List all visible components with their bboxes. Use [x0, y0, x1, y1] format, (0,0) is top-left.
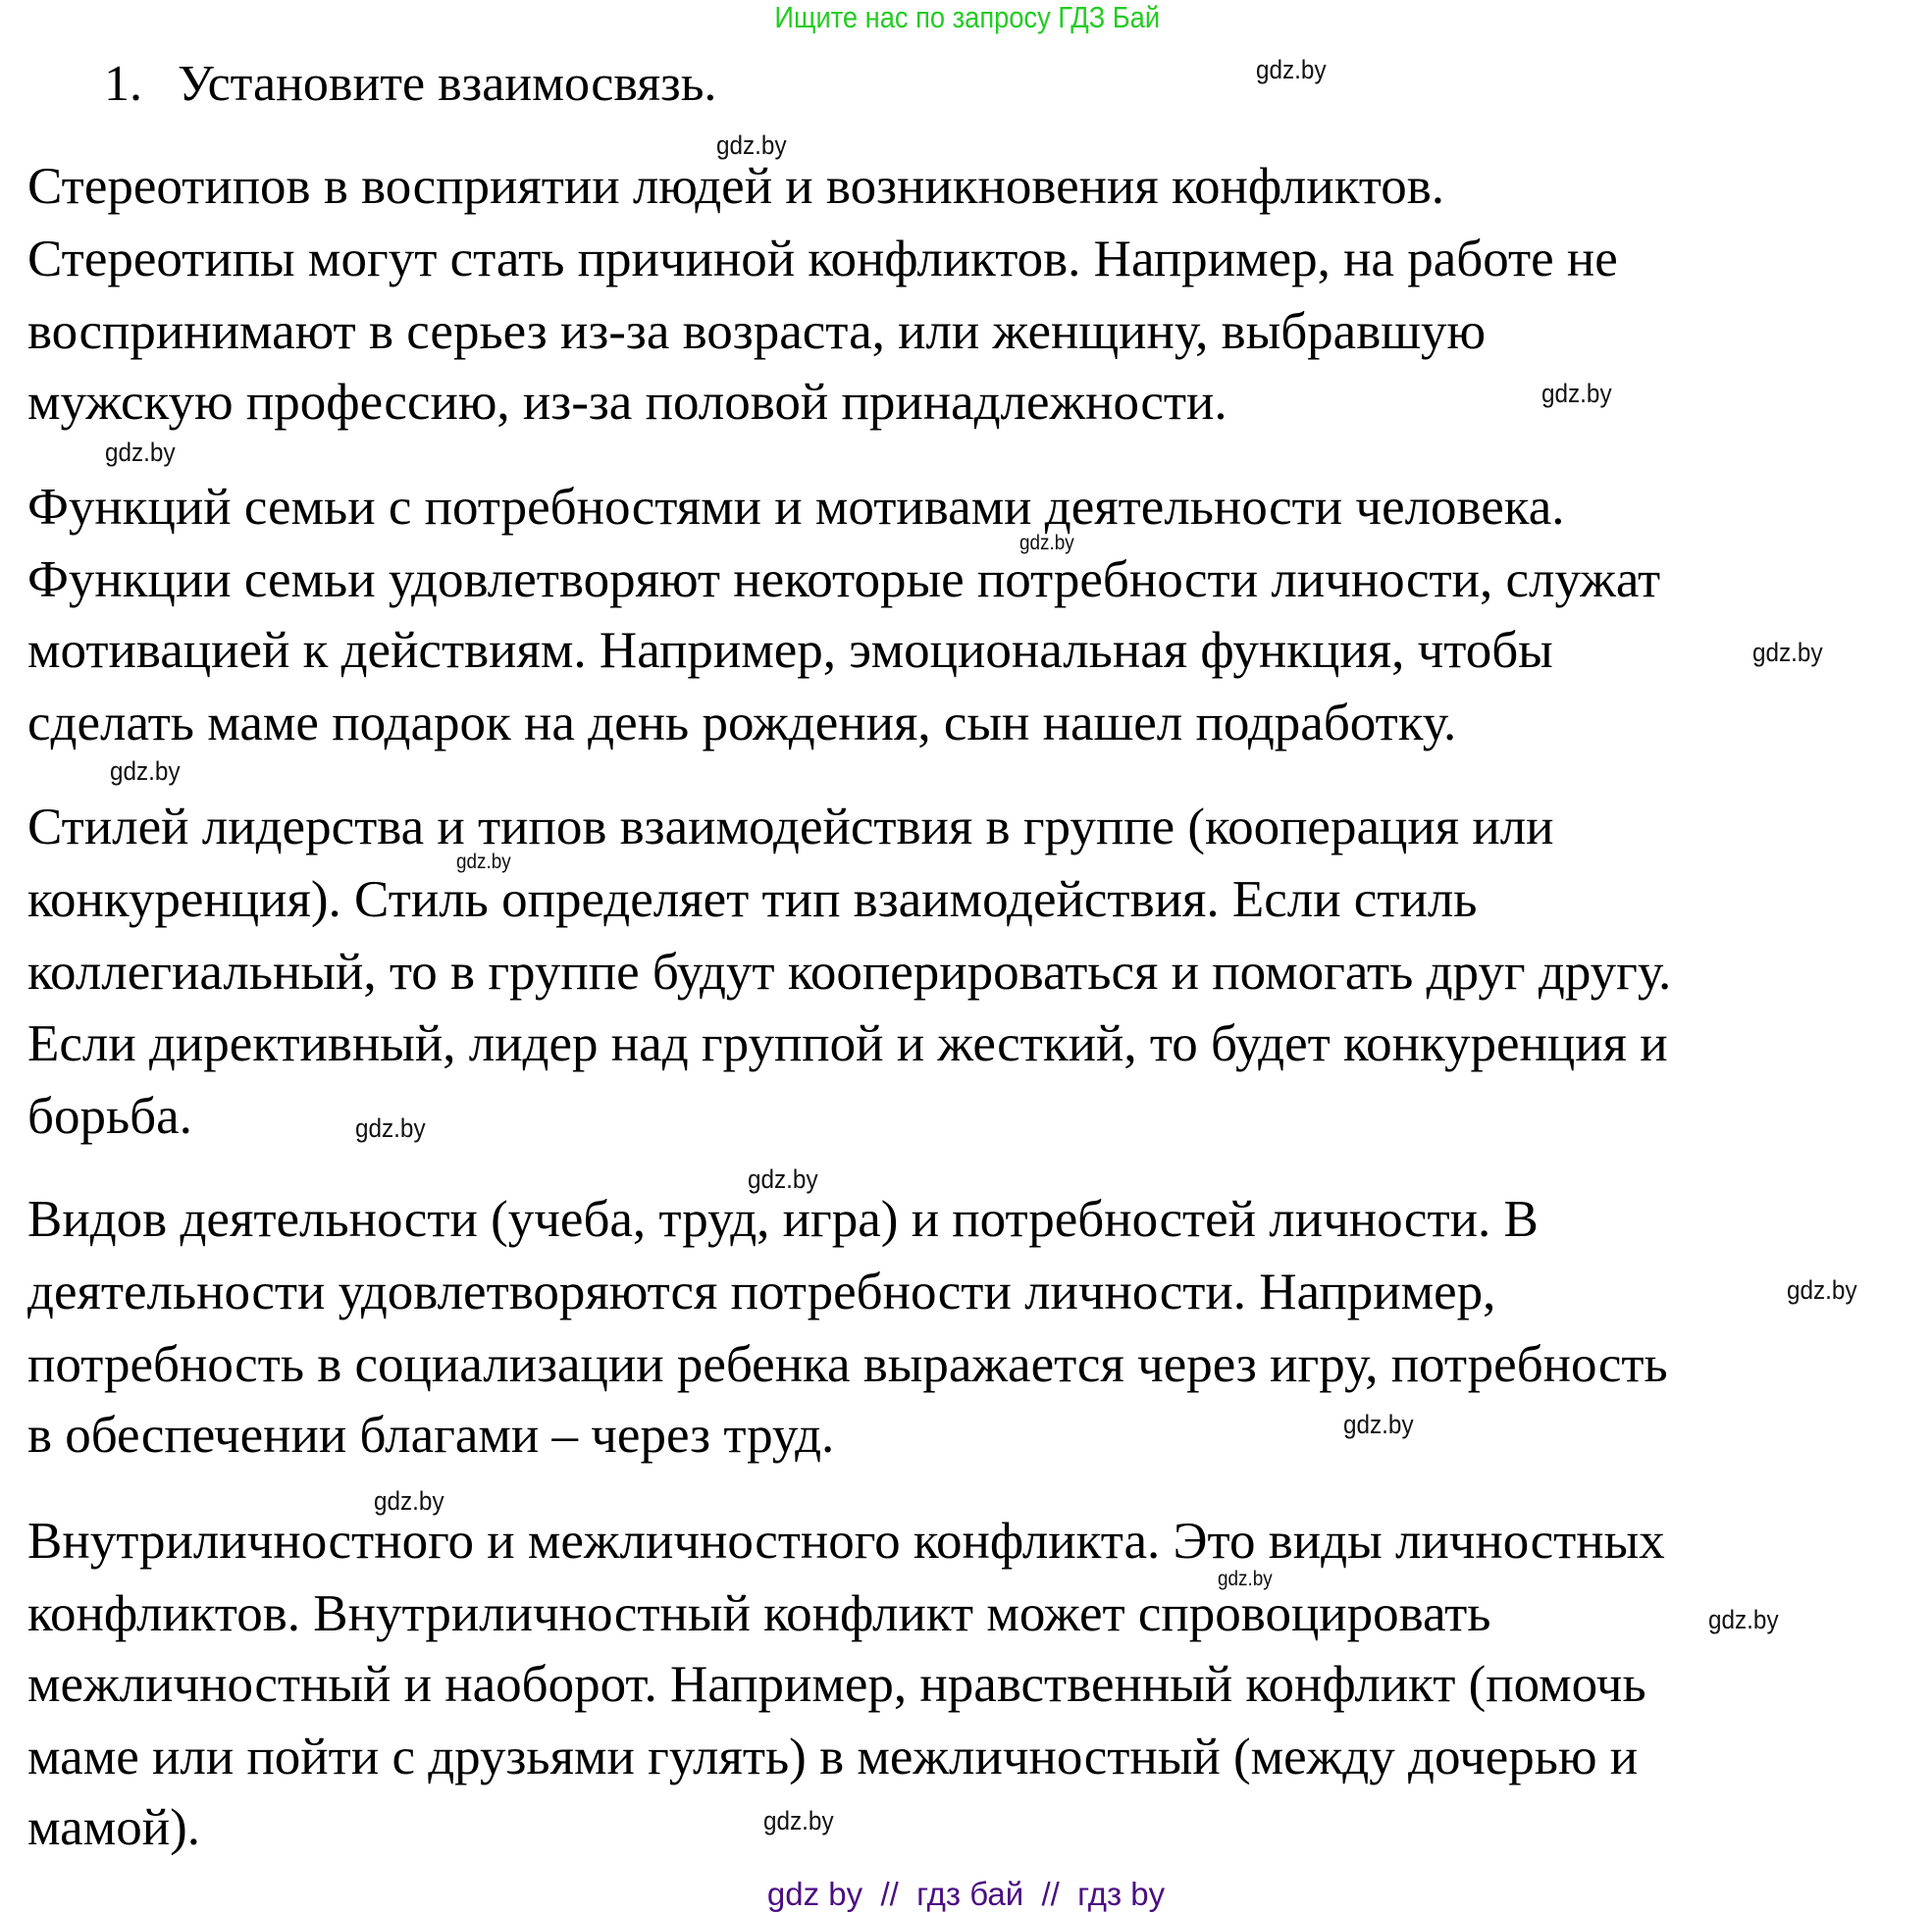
watermark: gdz.by	[355, 1113, 426, 1143]
task-number: 1.	[104, 56, 142, 112]
paragraph-line: борьба.	[27, 1088, 192, 1145]
watermark: gdz.by	[748, 1164, 818, 1194]
watermark: gdz.by	[1752, 638, 1823, 667]
paragraph-line: конкуренция). Стиль определяет тип взаимодействия. Если стиль	[27, 871, 1478, 928]
paragraph-line: Функции семьи удовлетворяют некоторые потребности личности, служат	[27, 551, 1661, 608]
watermark: gdz.by	[1256, 55, 1327, 84]
watermark: gdz.by	[1218, 1568, 1273, 1590]
paragraph-line: Видов деятельности (учеба, труд, игра) и потребностей личности. В	[27, 1191, 1539, 1248]
watermark: gdz.by	[456, 851, 511, 873]
paragraph-line: Внутриличностного и межличностного конфликта. Это виды личностных	[27, 1513, 1665, 1570]
watermark: gdz.by	[1708, 1605, 1779, 1634]
watermark: gdz.by	[374, 1486, 444, 1516]
footer-banner: gdz by // гдз бай // гдз by	[766, 1876, 1166, 1912]
task-title: Установите взаимосвязь.	[178, 56, 717, 112]
paragraph-line: Стилей лидерства и типов взаимодействия в группе (кооперация или	[27, 799, 1554, 855]
paragraph-line: в обеспечении благами – через труд.	[27, 1407, 835, 1464]
paragraph-line: маме или пойти с друзьями гулять) в межличностный (между дочерью и	[27, 1729, 1639, 1785]
watermark: gdz.by	[1541, 379, 1612, 408]
watermark: gdz.by	[716, 130, 787, 160]
task-heading	[104, 55, 716, 114]
paragraph-line: Если директивный, лидер над группой и жесткий, то будет конкуренция и	[27, 1015, 1668, 1072]
watermark: gdz.by	[110, 756, 181, 786]
paragraph-line: межличностный и наоборот. Например, нравственный конфликт (помочь	[27, 1656, 1646, 1713]
paragraph-line: Функций семьи с потребностями и мотивами деятельности человека.	[27, 479, 1565, 536]
watermark: gdz.by	[1019, 532, 1074, 554]
watermark: gdz.by	[763, 1806, 834, 1835]
paragraph-line: воспринимают в серьез из-за возраста, или женщину, выбравшую	[27, 303, 1487, 360]
paragraph-line: потребность в социализации ребенка выражается через игру, потребность	[27, 1336, 1668, 1393]
watermark: gdz.by	[1787, 1275, 1857, 1305]
paragraph-line: сделать маме подарок на день рождения, сын нашел подработку.	[27, 695, 1457, 751]
paragraph-line: коллегиальный, то в группе будут кооперироваться и помогать друг другу.	[27, 944, 1672, 1001]
paragraph-line: Стереотипы могут стать причиной конфликтов. Например, на работе не	[27, 231, 1618, 287]
paragraph-line: деятельности удовлетворяются потребности личности. Например,	[27, 1264, 1496, 1320]
watermark: gdz.by	[105, 438, 176, 467]
paragraph-line: мужскую профессию, из-за половой принадлежности.	[27, 374, 1227, 431]
watermark: gdz.by	[1343, 1410, 1414, 1439]
paragraph-line: мотивацией к действиям. Например, эмоциональная функция, чтобы	[27, 622, 1553, 679]
header-banner: Ищите нас по запросу ГДЗ Бай	[774, 0, 1161, 34]
paragraph-line: конфликтов. Внутриличностный конфликт может спровоцировать	[27, 1585, 1491, 1642]
paragraph-line: Стереотипов в восприятии людей и возникновения конфликтов.	[27, 158, 1444, 215]
paragraph-line: мамой).	[27, 1799, 201, 1856]
